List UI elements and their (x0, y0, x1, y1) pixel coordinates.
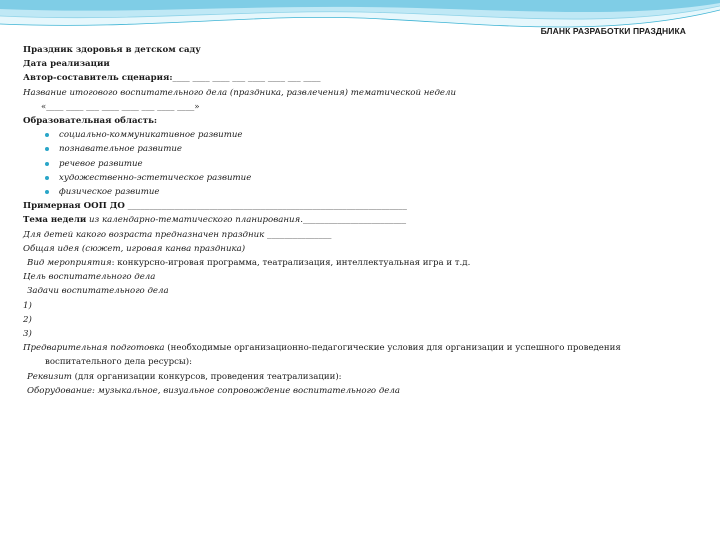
program-blank: _________________________________________________________________ (124, 201, 407, 212)
implementation-date: Дата реализации (23, 59, 110, 70)
event-type-value: : конкурсно-игровая программа, театрализация, интеллектуальная игра и т.д. (111, 258, 471, 269)
task-1: 1) (23, 300, 32, 311)
props-line (23, 370, 693, 384)
quote-blank: «____ ____ ___ ____ ____ ___ ____ ____» (41, 101, 200, 112)
equipment-line (23, 384, 693, 398)
task-3: 3) (23, 329, 32, 340)
tasks: Задачи воспитательного дела (27, 286, 169, 297)
week-theme-label: Тема недели (23, 215, 87, 226)
equipment-label: Оборудование (27, 385, 92, 396)
final-event-name: Название итогового воспитательного дела (праздника, развлечения) тематической недели (23, 87, 457, 98)
event-type-line (23, 256, 693, 270)
program-label: Примерная ООП ДО (23, 201, 125, 212)
list-item: речевое развитие (45, 157, 693, 171)
author-blank: ____ ____ ____ ___ ____ ____ ___ ____ (172, 73, 321, 84)
props-label: Реквизит (27, 371, 72, 382)
week-theme-line (23, 213, 693, 227)
equipment-rest: : музыкальное, визуальное сопровождение воспитательного дела (91, 385, 400, 396)
festival-title: Праздник здоровья в детском саду (23, 45, 201, 55)
event-type-label: Вид мероприятия (27, 258, 112, 269)
week-theme-rest: из календарно-тематического планирования.________________________ (86, 215, 407, 226)
author-line (23, 71, 693, 85)
general-idea: Общая идея (сюжет, игровая канва праздника) (23, 243, 246, 254)
program-line (23, 199, 693, 213)
age-group-line: Для детей какого возраста предназначен праздник _______________ (23, 229, 332, 240)
task-2: 2) (23, 314, 32, 325)
educational-area-heading: Образовательная область: (23, 116, 158, 127)
list-item: художественно-эстетическое развитие (45, 171, 693, 185)
props-rest: (для организации конкурсов, проведения театрализации): (71, 371, 342, 382)
preparation-label: Предварительная подготовка (23, 343, 165, 354)
list-item: физическое развитие (45, 185, 693, 199)
author-label: Автор-составитель сценария: (23, 73, 173, 84)
form-body (23, 43, 693, 398)
list-item: познавательное развитие (45, 142, 693, 156)
list-item: социально-коммуникативное развитие (45, 128, 693, 142)
form-title: БЛАНК РАЗРАБОТКИ ПРАЗДНИКА (540, 26, 686, 36)
preparation-line (23, 341, 693, 369)
educational-area-list (23, 128, 693, 199)
goal: Цель воспитательного дела (23, 272, 156, 283)
preparation-rest: (необходимые организационно-педагогические условия для организации и успешного проведения воспитательного дела ресурсы): (45, 343, 621, 368)
